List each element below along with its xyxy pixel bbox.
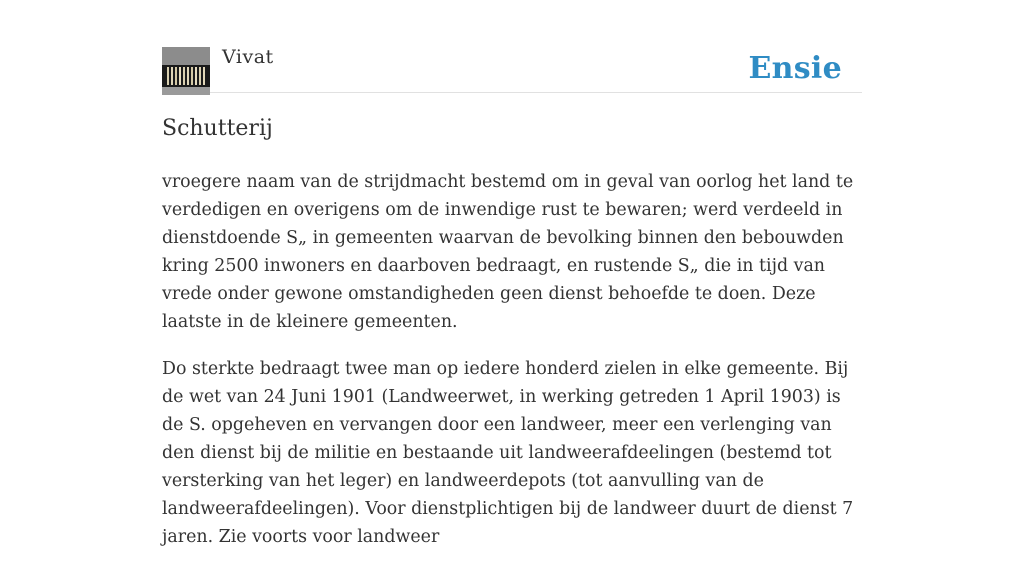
brand-logo[interactable]: Ensie	[748, 51, 842, 86]
book-spines-icon	[162, 47, 210, 95]
page-title: Schutterij	[162, 116, 273, 141]
header	[162, 0, 862, 93]
author-name[interactable]: Vivat	[222, 46, 274, 68]
paragraph: Do sterkte bedraagt twee man op iedere honderd zielen in elke gemeente. Bij de wet van 24 Juni 1901 (Landweerwet, in werking getreden 1 April 1903) is de S. opgeheven en vervangen door een landweer, meer een verlenging van den dienst bij de militie en bestaande uit landweerafdeelingen (bestemd tot versterking van het leger) en landweerdepots (tot aanvulling van de landweerafdeelingen). Voor dienstplichtigen bij de landweer duurt de dienst 7 jaren. Zie voorts voor landweer	[162, 359, 854, 547]
avatar[interactable]	[162, 47, 210, 95]
article-page	[162, 0, 862, 547]
article-body	[162, 168, 864, 570]
paragraph: vroegere naam van de strijdmacht bestemd om in geval van oorlog het land te verdedigen en overigens om de inwendige rust te bewaren; werd verdeeld in dienstdoende S„ in gemeenten waarvan de bevolking binnen den bebouwden kring 2500 inwoners en daarboven bedraagt, en rustende S„ die in tijd van vrede onder gewone omstandigheden geen dienst behoefde te doen. Deze laatste in de kleinere gemeenten.	[162, 172, 854, 332]
